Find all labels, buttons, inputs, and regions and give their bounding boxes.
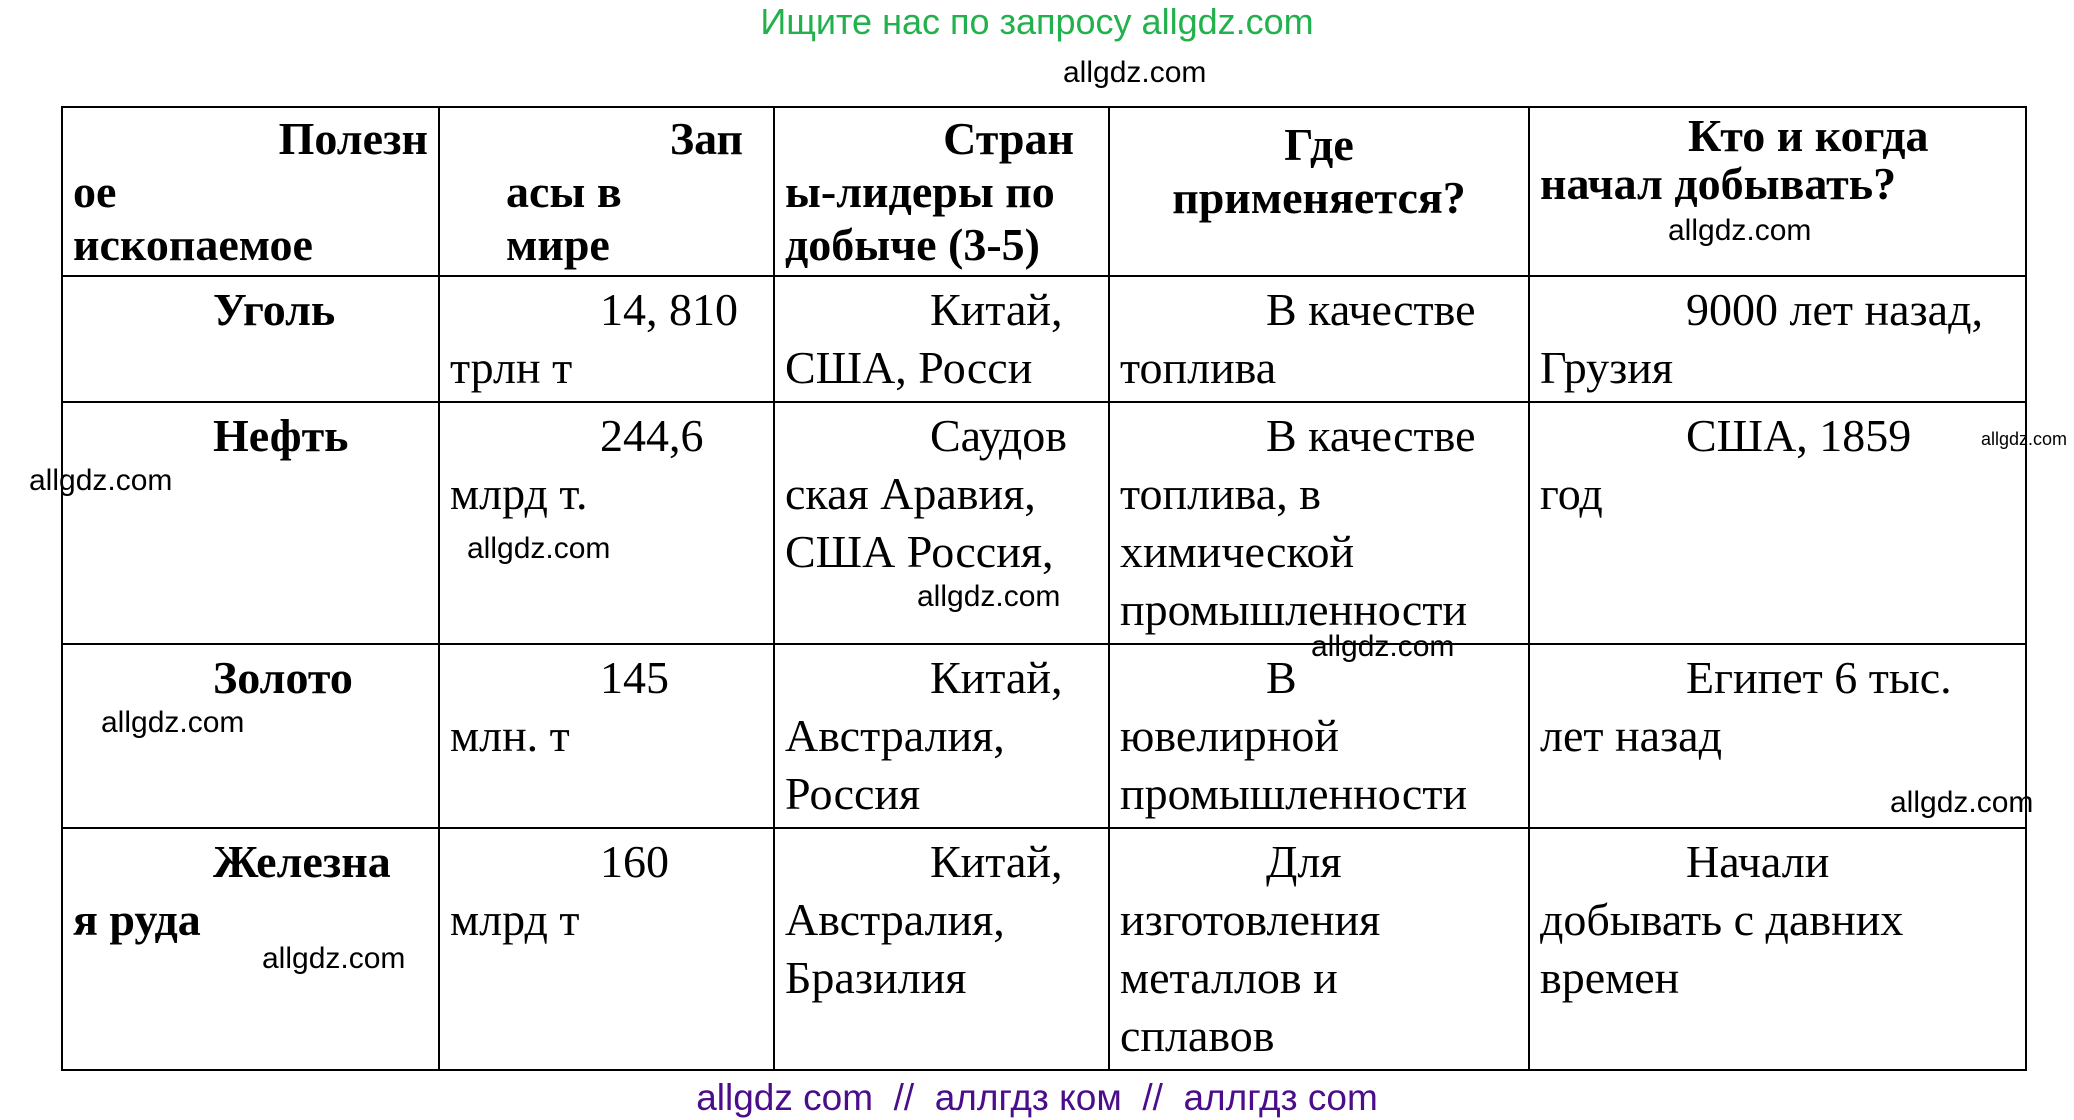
cell-line: ювелирной — [1120, 710, 1340, 761]
cell-reserves — [439, 402, 774, 644]
header-history — [1529, 107, 2026, 276]
cell-line: ская Аравия, — [785, 468, 1036, 519]
cell-line: топлива — [1120, 342, 1277, 393]
watermark: allgdz.com — [1063, 56, 1207, 89]
cell-line: Грузия — [1540, 342, 1674, 393]
cell-countries — [774, 828, 1109, 1070]
watermark: allgdz.com — [262, 942, 406, 975]
header-usage — [1109, 107, 1529, 276]
cell-line: 14, 810 — [600, 284, 738, 335]
cell-line: трлн т — [450, 342, 573, 393]
watermark: allgdz.com — [467, 532, 611, 565]
cell-line: топлива, в — [1120, 468, 1321, 519]
table-row — [62, 644, 2026, 828]
cell-line: я руда — [73, 894, 201, 945]
watermark: allgdz.com — [1311, 630, 1455, 663]
cell-line: млн. т — [450, 710, 570, 761]
header-line: Стран — [943, 113, 1074, 164]
cell-usage — [1109, 276, 1529, 402]
cell-line: Уголь — [213, 284, 336, 335]
cell-line: США, Росси — [785, 342, 1033, 393]
header-reserves — [439, 107, 774, 276]
watermark: allgdz.com — [1981, 429, 2068, 449]
cell-line: Нефть — [213, 410, 349, 461]
header-line: Где — [1284, 119, 1354, 170]
cell-history — [1529, 828, 2026, 1070]
watermark: allgdz.com — [29, 464, 173, 497]
footer-watermark: allgdz com // аллгдз ком // аллгдз com — [696, 1077, 1378, 1118]
cell-history — [1529, 276, 2026, 402]
cell-usage — [1109, 828, 1529, 1070]
cell-line: Египет 6 тыс. — [1686, 652, 1952, 703]
cell-line: Бразилия — [785, 952, 967, 1003]
cell-line: Начали — [1686, 836, 1830, 887]
cell-line: Китай, — [930, 284, 1063, 335]
header-line: добыче (3-5) — [785, 219, 1040, 270]
cell-line: Золото — [213, 652, 353, 703]
cell-line: Железна — [213, 836, 391, 887]
cell-line: промышленности — [1120, 768, 1468, 819]
cell-reserves — [439, 828, 774, 1070]
header-countries — [774, 107, 1109, 276]
cell-line: промышленности — [1120, 584, 1468, 635]
cell-line: сплавов — [1120, 1010, 1275, 1061]
cell-line: год — [1540, 468, 1603, 519]
cell-reserves — [439, 276, 774, 402]
watermark: allgdz.com — [1668, 214, 1812, 247]
cell-line: химической — [1120, 526, 1355, 577]
header-line: ое — [73, 166, 117, 217]
cell-usage — [1109, 644, 1529, 828]
header-line: Кто и когда — [1688, 110, 1929, 161]
cell-line: времен — [1540, 952, 1680, 1003]
watermark: allgdz.com — [917, 580, 1061, 613]
cell-line: Китай, — [930, 652, 1063, 703]
header-line: начал добывать? — [1540, 158, 1897, 209]
cell-history — [1529, 402, 2026, 644]
cell-line: Китай, — [930, 836, 1063, 887]
cell-line: В — [1266, 652, 1297, 703]
cell-line: Россия — [785, 768, 921, 819]
cell-line: В качестве — [1266, 410, 1476, 461]
cell-line: 244,6 — [600, 410, 704, 461]
cell-line: Для — [1266, 836, 1342, 887]
cell-countries — [774, 644, 1109, 828]
watermark: allgdz.com — [1890, 786, 2034, 819]
cell-usage — [1109, 402, 1529, 644]
cell-line: добывать с давних — [1540, 894, 1904, 945]
cell-line: 160 — [600, 836, 669, 887]
header-mineral — [62, 107, 439, 276]
table-row — [62, 276, 2026, 402]
header-line: мире — [506, 219, 610, 270]
cell-line: Австралия, — [785, 894, 1005, 945]
cell-line: США Россия, — [785, 526, 1054, 577]
cell-line: США, 1859 — [1686, 410, 1912, 461]
header-line: асы в — [506, 166, 622, 217]
cell-countries — [774, 276, 1109, 402]
cell-line: В качестве — [1266, 284, 1476, 335]
header-line: применяется? — [1172, 172, 1466, 223]
cell-mineral — [62, 402, 439, 644]
header-line: Полезн — [278, 113, 428, 164]
search-banner: Ищите нас по запросу allgdz.com — [760, 1, 1314, 42]
watermark: allgdz.com — [101, 706, 245, 739]
cell-reserves — [439, 644, 774, 828]
header-line: Зап — [669, 113, 743, 164]
cell-mineral — [62, 276, 439, 402]
cell-line: металлов и — [1120, 952, 1338, 1003]
cell-line: 9000 лет назад, — [1686, 284, 1984, 335]
cell-line: 145 — [600, 652, 669, 703]
cell-line: лет назад — [1540, 710, 1723, 761]
header-line: ископаемое — [73, 219, 313, 270]
cell-line: Австралия, — [785, 710, 1005, 761]
cell-line: изготовления — [1120, 894, 1381, 945]
cell-line: Саудов — [930, 410, 1067, 461]
cell-line: млрд т — [450, 894, 580, 945]
table-header-row — [62, 107, 2026, 276]
header-line: ы-лидеры по — [785, 166, 1055, 217]
cell-line: млрд т. — [450, 468, 588, 519]
